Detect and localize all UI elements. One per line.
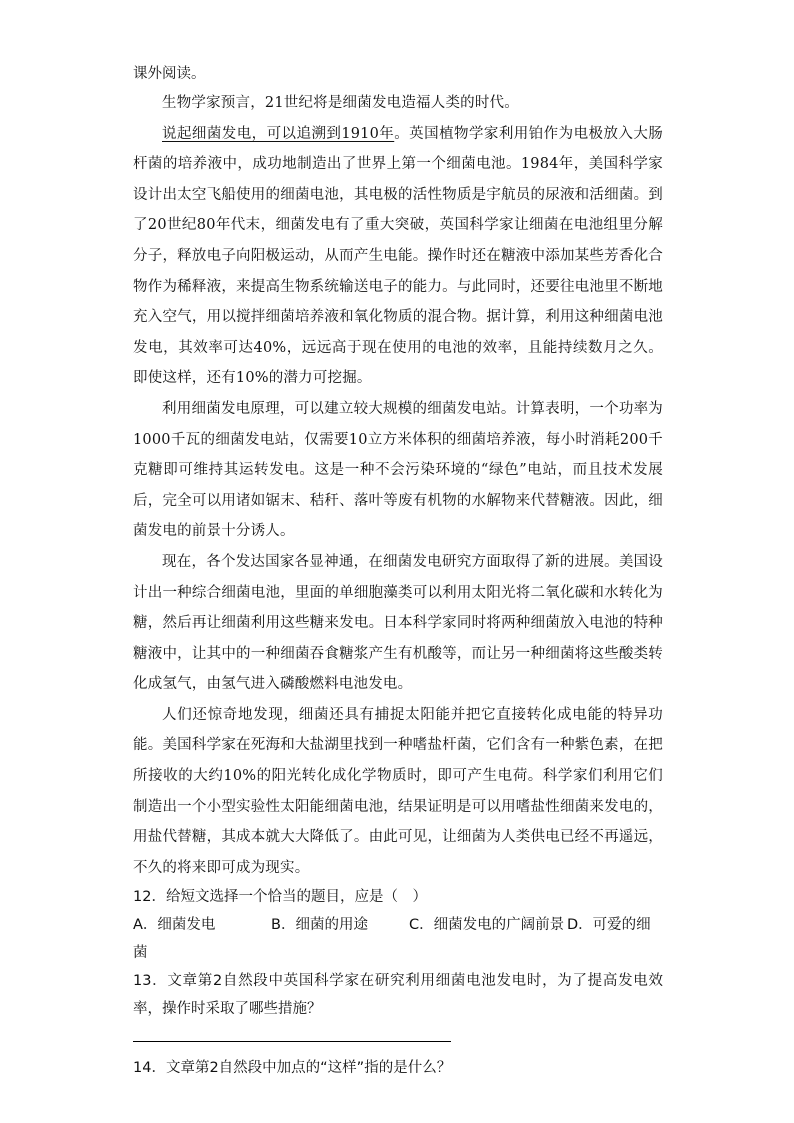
paragraph-5-text: 人们还惊奇地发现，细菌还具有捕捉太阳能并把它直接转化成电能的特异功能。美国科学家在死海和大盐湖里找到一种嗜盐杆菌，它们含有一种紫色素，在把所接收的大约10%的阳光转化成化学物质时，即可产生电荷。科学家们利用它们制造出一个小型实验性太阳能细菌电池，结果证明是可以用嗜盐性细菌来发电的，用盐代替糖，其成本就大大降低了。由此可见，让细菌为人类供电已经不再遥远，不久的将来即可成为现实。 bbox=[133, 706, 663, 876]
paragraph-3-text: 利用细菌发电原理，可以建立较大规模的细菌发电站。计算表明，一个功率为1000千瓦的细菌发电站，仅需要10立方米体积的细菌培养液，每小时消耗200千克糖即可维持其运转发电。这是一种不会污染环境的“绿色”电站，而且技术发展后，完全可以用诸如锯末、秸秆、落叶等废有机物的水解物来代替糖液。因此，细菌发电的前景十分诱人。 bbox=[133, 400, 663, 540]
question-12: 12．给短文选择一个恰当的题目，应是（ ） bbox=[133, 889, 427, 906]
option-c: C．细菌发电的广阔前景 bbox=[409, 917, 565, 934]
question-12-options bbox=[133, 911, 663, 967]
paragraph-3 bbox=[133, 394, 663, 547]
paragraph-4 bbox=[133, 547, 663, 700]
option-d: D．可爱的细菌 bbox=[133, 917, 651, 962]
paragraph-4-text: 现在，各个发达国家各显神通，在细菌发电研究方面取得了新的进展。美国设计出一种综合细菌电池，里面的单细胞藻类可以利用太阳光将二氧化碳和水转化为糖，然后再让细菌利用这些糖来发电。日本科学家同时将两种细菌放入电池的特种糖液中，让其中的一种细菌吞食糖浆产生有机酸等，而让另一种细菌将这些酸类转化成氢气，由氢气进入磷酸燃料电池发电。 bbox=[133, 553, 663, 693]
question-13: 13．文章第2自然段中英国科学家在研究利用细菌电池发电时，为了提高发电效率，操作时采取了哪些措施？ bbox=[133, 973, 663, 1018]
option-b: B．细菌的用途 bbox=[271, 917, 368, 934]
question-14: 14．文章第2自然段中加点的“这样”指的是什么？ bbox=[133, 1060, 452, 1077]
paragraph-5 bbox=[133, 700, 663, 884]
section-heading: 课外阅读。 bbox=[133, 66, 206, 82]
paragraph-1 bbox=[133, 88, 663, 119]
paragraph-2 bbox=[133, 119, 663, 394]
option-a: A．细菌发电 bbox=[133, 917, 216, 934]
document-page bbox=[133, 60, 663, 1082]
paragraph-2-text: 。英国植物学家利用铂作为电极放入大肠杆菌的培养液中，成功地制造出了世界上第一个细菌电池。1984年，美国科学家设计出太空飞船使用的细菌电池，其电极的活性物质是宇航员的尿液和活细菌。到了20世纪80年代末，细菌发电有了重大突破，英国科学家让细菌在电池组里分解分子，释放电子向阳极运动，从而产生电能。操作时还在糖液中添加某些芳香化合物作为稀释液，来提高生物系统输送电子的能力。与此同时，还要往电池里不断地充入空气，用以搅拌细菌培养液和氧化物质的混合物。据计算，利用这种细菌电池发电，其效率可达40%，远远高于现在使用的电池的效率，且能持续数月之久。即使这样，还有10%的潜力可挖掘。 bbox=[133, 125, 663, 387]
paragraph-2-underlined-phrase: 说起细菌发电，可以追溯到1910年 bbox=[162, 125, 395, 142]
answer-line bbox=[133, 1041, 451, 1042]
paragraph-1-text: 生物学家预言，21世纪将是细菌发电造福人类的时代。 bbox=[162, 95, 519, 111]
